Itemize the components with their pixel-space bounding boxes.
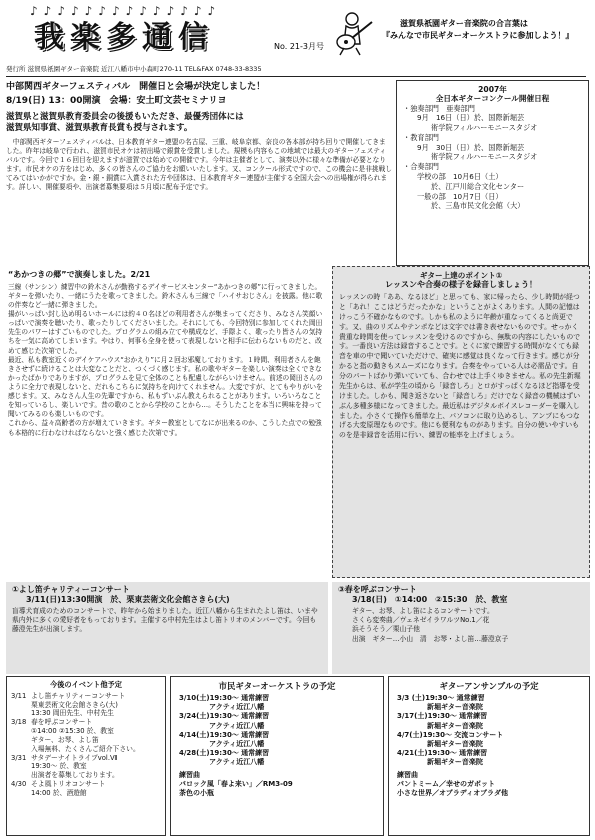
ensemble-schedule-list — [397, 694, 581, 767]
practice-row — [179, 694, 375, 712]
event-date — [11, 762, 31, 771]
contest-item: 於、三島市民文化会館（大） — [431, 201, 525, 211]
spring-concert-title: ③春を呼ぶコンサート — [338, 585, 417, 594]
music-notes-decoration: ♪♪♪♪♪♪♪♪♪♪♪♪♪♪ — [30, 4, 222, 18]
event-date — [11, 701, 31, 710]
orchestra-repertoire-title: 練習曲 — [179, 771, 200, 779]
ensemble-schedule-title: ギターアンサンブルの予定 — [439, 681, 539, 691]
festival-support-line-2: 滋賀県知事賞、滋賀県教育長賞も授与されます。 — [6, 123, 193, 134]
event-date: 3/31 — [11, 753, 27, 762]
spring-concert-box — [332, 582, 590, 674]
event-text: サタデーナイトライブvol.Ⅶ — [31, 753, 118, 762]
event-text: そよ風トリオコンサート — [31, 780, 106, 789]
practice-place: アクティ近江八幡 — [209, 703, 265, 712]
orchestra-schedule-title: 市民ギターオーケストラの予定 — [218, 681, 336, 691]
practice-row — [179, 749, 375, 767]
practice-line — [179, 694, 375, 703]
practice-date: 4/14(土)19:30～ — [179, 730, 239, 739]
contest-item: 9月 16日（日）於、国際新堀芸 — [417, 113, 525, 123]
guitar-tip-subtitle: レッスンや合奏の様子を録音しましょう！ — [385, 280, 537, 290]
festival-title: 中部関西ギターフェスティバル 開催日と会場が決定しました！ — [6, 82, 266, 92]
event-date — [11, 745, 31, 754]
practice-date: 3/24(土)19:30～ — [179, 712, 239, 721]
spring-concert-body: ギター、お琴、よし笛によるコンサートです。 さくら変奏曲／ヴェネゼイラワルツNo.1／花 浜そうそう／栗山子他 出演 ギター…小山 清 お琴・よし笛…藤澄京子 — [352, 606, 509, 643]
contest-item: 学校の部 10月6日（土） — [417, 171, 503, 181]
repertoire-item: パントミーム／幸せのガボット — [397, 780, 495, 789]
ensemble-repertoire-title: 練習曲 — [397, 771, 418, 779]
event-date — [11, 771, 31, 780]
event-text: 14:00 於、酒遊館 — [31, 788, 87, 797]
practice-line — [179, 712, 375, 721]
slogan-line-1: 滋賀県祇園ギター音楽院の合言葉は — [400, 19, 528, 28]
practice-place: アクティ近江八幡 — [209, 757, 265, 766]
ensemble-repertoire — [397, 771, 581, 798]
event-text: 栗東芸術文化会館さきら(大) — [31, 700, 118, 709]
event-date: 3/18 — [11, 718, 27, 727]
event-row — [11, 718, 161, 727]
event-text: 春を呼ぶコンサート — [31, 718, 93, 727]
contest-item: ・独奏部門 亜奏部門 — [403, 103, 475, 113]
festival-body: 中部関西ギターフェスティバルは、日本教育ギター連盟の名古屋、三重、岐阜京都、奈良の各本部が持ち回りで開催してきました。昨年は岐阜で行われ、滋賀市民オケは初出場で銀賞を受賞しました。規模も内容もこの地域では最大のギターフェスティバルです。今回で１６回目を迎えますが滋賀では始めての開催です。今年は主催者として、演奏以外に様々な準備が必要となります。市民オケの方をはじめ、多くの皆さんのご協力をお願いいたします。又、コンクール形式ですので、この機会に是非挑戦してみてはいかがですか。金・銀・銅賞に入賞された方や団体は、日本教育ギター連盟が主催する全国大会への出場権が得られます。詳しい、開催要項や、出演者募集要項は５月頃に配布予定です。 — [6, 137, 392, 191]
guitar-tip-body: レッスンの時「ああ、なるほど」と思っても、家に帰ったら、少し時間が経つと「あれ！ここはどうだったかな」ということがよくあります。人間の記憶はけっこう不確かなものです。しかも私のように年齢が重なってくると尚更です。又、曲のリズムやテンポなどは文字では書き表せないものです。せっかく貴重な時間を使ってレッスンを受けるのですから、無駄の内容にしたいものです。一番良い方法は録音することです。とくに家で練習する時間がなくても録音を車の中で聞いていただけで、確実に感覚は良くなって行きます。感じが分かると指の動きもスムーズになります。合奏をやっている人は必需品です。自分のパートばかり弾いていても、合わせでは上手くゆきません。私の先生新堀先生からは、私が学生の頃から「録音しろ」とロがすっぱくなるほど指導を受けました。しかも、聞き返さないと「録音しろ」だけでなく録音の機械はずいぶん多種多様になってきました。最近私はデジタルボイスレコーダーを購入しました。小さくて操作も簡単な上、パソコンに取り込めるし、アンプにもつなげる大変原理なものです。他にも便利なものがあります。自分の使いやすいものを是非録音を活用に行い、練習の能率を上げましょう。 — [339, 293, 581, 440]
ensemble-schedule-box — [388, 676, 590, 836]
yoshibue-concert-title: ①よし笛チャリティーコンサート — [12, 585, 130, 594]
orchestra-schedule-list — [179, 694, 375, 767]
practice-row — [397, 749, 581, 767]
masthead — [4, 2, 591, 66]
contest-item: 術学院フィルハーモニースタジオ — [431, 152, 538, 162]
yoshibue-concert-date: 3/11(日)13:30開演 於、栗東芸術文化会館さきら(大) — [26, 594, 230, 604]
festival-support — [6, 112, 392, 135]
event-text: ①14:00 ②15:30 於、教室 — [31, 727, 114, 736]
spring-concert-date: 3/18(日) ①14:00 ②15:30 於、教室 — [352, 594, 508, 604]
event-row — [11, 709, 161, 718]
upcoming-events-list — [11, 692, 161, 798]
event-row — [11, 727, 161, 736]
contest-schedule-box — [396, 80, 589, 266]
upcoming-events-title: 今後のイベント他予定 — [50, 680, 122, 689]
event-date: 4/30 — [11, 780, 27, 789]
contest-year: 2007年 — [478, 85, 507, 94]
event-row — [11, 780, 161, 789]
practice-place: アクティ近江八幡 — [209, 721, 265, 730]
event-date — [11, 789, 31, 798]
practice-row — [397, 712, 581, 730]
practice-date: 4/7(土)19:30～ — [397, 730, 452, 739]
practice-row — [397, 694, 581, 712]
guitar-player-icon — [326, 10, 376, 56]
practice-place: 新堀ギター音楽院 — [427, 739, 483, 748]
festival-article — [6, 80, 392, 260]
practice-date: 3/17(土)19:30～ — [397, 712, 457, 721]
practice-date: 4/28(土)19:30～ — [179, 748, 239, 757]
event-date — [11, 709, 31, 718]
orchestra-schedule-box — [170, 676, 384, 836]
festival-date: 8/19(日) 13：00開演 会場：安土町文芸セミナリヨ — [6, 95, 227, 106]
yoshibue-concert-body: 盲導犬育成のためのコンサートで、昨年から始まりました。近江八幡から生まれたよし笛は、いまや県内外に多くの愛好者をもっております。主催する中村先生はよし笛トリオのメンバーです。今回も藤澄先生が出演します。 — [12, 606, 318, 634]
event-row — [11, 736, 161, 745]
practice-line — [397, 731, 581, 740]
repertoire-item: バロック風「春よ来い」／RM3-09 — [179, 780, 293, 789]
event-date — [11, 736, 31, 745]
contest-item: ・教育部門 — [403, 132, 439, 142]
yoshibue-concert-box — [6, 582, 328, 674]
practice-type: 通常練習 — [241, 694, 270, 703]
practice-date: 3/10(土)19:30～ — [179, 694, 239, 703]
event-date: 3/11 — [11, 691, 27, 700]
akatsuki-title: “あかつきの郷”で演奏しました。2/21 — [8, 270, 151, 279]
practice-type: 通常練習 — [241, 748, 270, 757]
contest-item: 9月 30日（日）於、国際新堀芸 — [417, 142, 525, 152]
event-text: 入場無料、たくさんご紹介下さい。 — [31, 744, 140, 753]
akatsuki-body: 三線（サンシン）練習中の鈴木さんが勤務するデイサービスセンター“あかつきの郷”に行ってきました。ギターを弾いたり、一緒にうたを歌ってきました。鈴木さんも三線で「ハイサおじさん」を披露。他に歌の伴奏など一緒に弾きました。 揚がいっぱい封し込め明るいホールには約４０名ほどの利用者さんが集まってくださり、みなさん笑顔いっぱいで演奏を聴いたり、歌ったりしてくださいました。それにしても、今回特別に参加してくれた岡田先生のパワーはすごいものでした。プログラムの組み立てや構成など、手際よく、歌ったり皆さんの気持ちを一気に高めてしまいます。やはり、何事も全身を使って表現しないと相手に伝わらないものだと、改めて感じた次第でした。 最近、私も教室近くのデイケアハウス“おかえり”に月２回お邪魔しております。１時間、利用者さんを飽きさせずに続けることは大変なことだと、つくづく感じます。私の歌やギターを楽しい演奏は全くできなかったばかりでありますが、プログラムを見て全体のことも配慮しながらいけません。前述の岡田さんのように全力で表現しないと、だれもこちらに気持ちを向けてくれません。大変ですが、とてもやりがいを感じます。又、みなさん人生の先輩ですから、私もずいぶん教えられることがあります。いろいろなことを知っているし、楽しいです。昔の歌のことから学校のことから…。そうしたことを本当に興味を持って聞いてみるのも楽しいものです。 これから、益々高齢者の方が増えていきます。ギター教室としてなにが出来るのか、こうした点での勉強も本格的に行わなければならないと強く感じた次第です。 — [8, 282, 323, 437]
contest-item: ・合奏部門 — [403, 162, 439, 172]
event-row — [11, 745, 161, 754]
festival-support-line-1: 滋賀県と滋賀県教育委員会の後援もいただき、最優秀団体には — [6, 111, 244, 122]
practice-line — [179, 731, 375, 740]
practice-type: 通常練習 — [459, 748, 488, 757]
repertoire-item: 小さな世界／オブラディオブラダ他 — [397, 789, 508, 798]
practice-line — [397, 694, 581, 703]
contest-title: 全日本ギターコンクール開催日程 — [435, 94, 550, 104]
practice-row — [179, 731, 375, 749]
guitar-tip-box — [332, 266, 590, 578]
event-row — [11, 771, 161, 780]
publisher-info: 発行所 滋賀県祇園ギター音楽院 近江八幡市中小森町270-11 TEL&FAX 0748-33-8335 — [6, 66, 586, 77]
contest-item: 於、江戸川総合文化センター — [431, 181, 525, 191]
practice-place: 新堀ギター音楽院 — [427, 703, 483, 712]
contest-item: 一般の部 10月7日（日） — [417, 191, 503, 201]
event-date — [11, 727, 31, 736]
practice-date: 4/21(土)19:30～ — [397, 748, 457, 757]
practice-line — [397, 712, 581, 721]
practice-place: 新堀ギター音楽院 — [427, 757, 483, 766]
slogan — [382, 18, 594, 42]
event-row — [11, 789, 161, 798]
practice-row — [397, 731, 581, 749]
practice-type: 通常練習 — [459, 712, 488, 721]
orchestra-repertoire — [179, 771, 375, 798]
practice-place: 新堀ギター音楽院 — [427, 721, 483, 730]
event-text: ギター、お琴、よし笛 — [31, 735, 99, 744]
event-text: 19:30～ 於、教室 — [31, 762, 87, 771]
event-row — [11, 692, 161, 701]
practice-row — [179, 712, 375, 730]
practice-line — [179, 749, 375, 758]
slogan-line-2: 『みんなで市民ギターオーケストラに参加しよう！』 — [382, 31, 574, 40]
practice-date: 3/3 (土)19:30～ — [397, 694, 455, 703]
practice-type: 通常練習 — [456, 694, 485, 703]
guitar-tip-title: ギター上達のポイント① — [419, 271, 503, 280]
upcoming-events-box — [6, 676, 166, 836]
practice-type: 通常練習 — [241, 712, 270, 721]
akatsuki-article — [6, 268, 328, 580]
practice-place: アクティ近江八幡 — [209, 739, 265, 748]
practice-type: 交流コンサート — [454, 730, 504, 739]
newsletter-title: 我楽多通信 — [34, 20, 214, 55]
event-text: 出演者を募集しております。 — [31, 771, 119, 780]
event-text: よし笛チャリティーコンサート — [31, 691, 126, 700]
event-text: 13:30 岡田先生、中村先生 — [31, 709, 114, 718]
contest-item: 術学院フィルハーモニースタジオ — [431, 123, 538, 133]
issue-number: No. 21-3月号 — [274, 42, 324, 51]
practice-type: 通常練習 — [241, 730, 270, 739]
practice-line — [397, 749, 581, 758]
repertoire-item: 茶色の小瓶 — [179, 789, 214, 798]
event-row — [11, 762, 161, 771]
